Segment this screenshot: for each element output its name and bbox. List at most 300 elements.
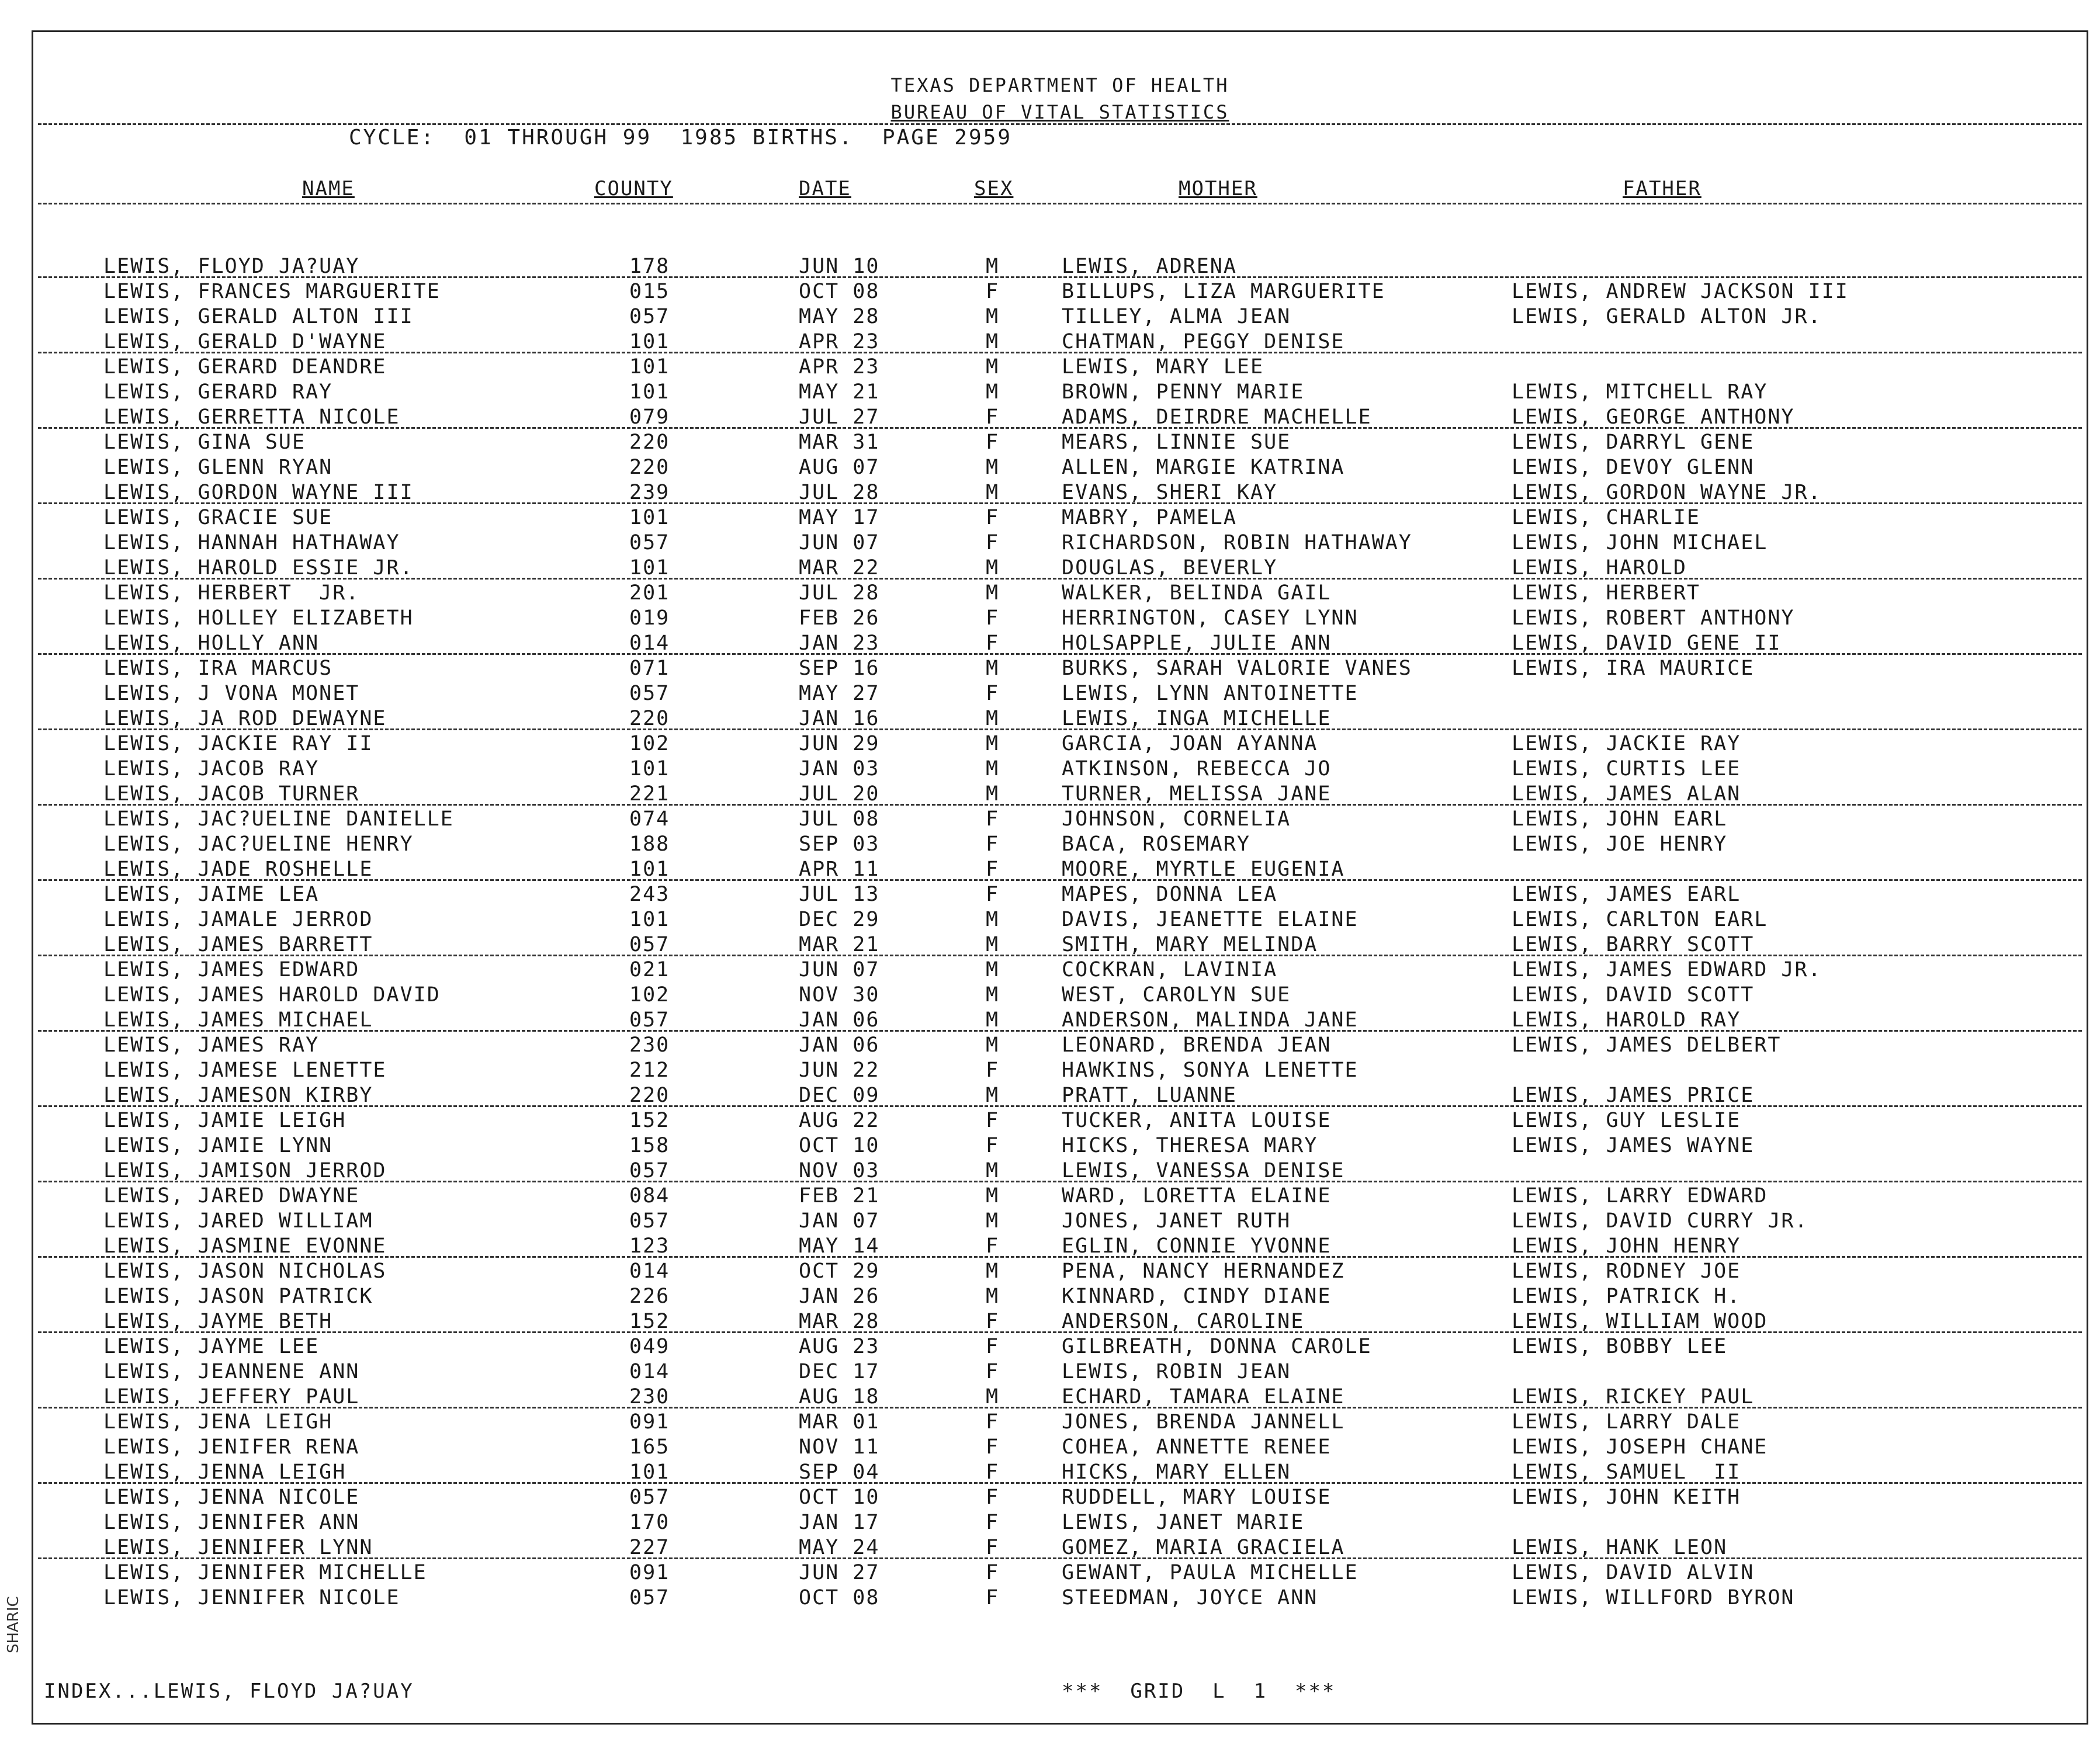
cell-name: LEWIS, JAMIE LYNN bbox=[103, 1134, 333, 1157]
cell-mother: GARCIA, JOAN AYANNA bbox=[1062, 732, 1318, 755]
cell-sex: M bbox=[986, 1285, 1000, 1308]
cell-mother: HICKS, MARY ELLEN bbox=[1062, 1460, 1291, 1484]
cell-father: LEWIS, JAMES EDWARD JR. bbox=[1512, 958, 1822, 981]
cell-mother: WALKER, BELINDA GAIL bbox=[1062, 581, 1332, 605]
cell-sex: F bbox=[986, 280, 1000, 303]
cell-county: 178 bbox=[629, 255, 670, 278]
cell-father: LEWIS, DAVID SCOTT bbox=[1512, 983, 1755, 1007]
cell-name: LEWIS, JASON NICHOLAS bbox=[103, 1260, 387, 1283]
cell-date: JAN 06 bbox=[799, 1008, 880, 1032]
cell-name: LEWIS, JAC?UELINE DANIELLE bbox=[103, 807, 454, 831]
cell-county: 101 bbox=[629, 355, 670, 379]
table-row bbox=[33, 807, 2087, 832]
column-header-mother: MOTHER bbox=[1179, 177, 1257, 200]
table-row bbox=[33, 530, 2087, 556]
cell-county: 165 bbox=[629, 1435, 670, 1459]
cell-name: LEWIS, JACOB RAY bbox=[103, 757, 320, 780]
cell-name: LEWIS, JASMINE EVONNE bbox=[103, 1234, 387, 1258]
cell-name: LEWIS, JAMESE LENETTE bbox=[103, 1059, 387, 1082]
table-row bbox=[33, 631, 2087, 656]
cell-name: LEWIS, JACOB TURNER bbox=[103, 782, 360, 806]
cell-sex: F bbox=[986, 632, 1000, 655]
cell-date: APR 23 bbox=[799, 330, 880, 353]
cell-father: LEWIS, JAMES PRICE bbox=[1512, 1084, 1755, 1107]
cell-name: LEWIS, GERALD ALTON III bbox=[103, 305, 414, 328]
index-footer: INDEX...LEWIS, FLOYD JA?UAY bbox=[44, 1680, 414, 1703]
cell-county: 101 bbox=[629, 757, 670, 780]
cell-name: LEWIS, JAMES RAY bbox=[103, 1033, 320, 1057]
cell-date: APR 11 bbox=[799, 858, 880, 881]
cell-name: LEWIS, JENNA LEIGH bbox=[103, 1460, 346, 1484]
cell-mother: MOORE, MYRTLE EUGENIA bbox=[1062, 858, 1345, 881]
cell-date: AUG 23 bbox=[799, 1335, 880, 1358]
cell-father: LEWIS, BARRY SCOTT bbox=[1512, 933, 1755, 956]
cell-mother: PRATT, LUANNE bbox=[1062, 1084, 1237, 1107]
cell-sex: F bbox=[986, 1536, 1000, 1559]
cell-county: 091 bbox=[629, 1561, 670, 1584]
cell-county: 220 bbox=[629, 707, 670, 730]
cell-mother: MEARS, LINNIE SUE bbox=[1062, 431, 1291, 454]
cell-county: 152 bbox=[629, 1310, 670, 1333]
cell-name: LEWIS, JENNA NICOLE bbox=[103, 1486, 360, 1509]
table-row bbox=[33, 1410, 2087, 1435]
table-row bbox=[33, 1008, 2087, 1033]
cell-mother: ALLEN, MARGIE KATRINA bbox=[1062, 456, 1345, 479]
cell-mother: ANDERSON, CAROLINE bbox=[1062, 1310, 1305, 1333]
cell-date: NOV 30 bbox=[799, 983, 880, 1007]
cell-father: LEWIS, CARLTON EARL bbox=[1512, 908, 1768, 931]
cell-father: LEWIS, ANDREW JACKSON III bbox=[1512, 280, 1849, 303]
cell-sex: M bbox=[986, 255, 1000, 278]
cell-name: LEWIS, JENNIFER LYNN bbox=[103, 1536, 373, 1559]
cell-date: MAY 14 bbox=[799, 1234, 880, 1258]
cell-date: OCT 10 bbox=[799, 1486, 880, 1509]
cell-county: 226 bbox=[629, 1285, 670, 1308]
table-row bbox=[33, 1058, 2087, 1083]
cell-mother: BROWN, PENNY MARIE bbox=[1062, 380, 1305, 404]
cell-father: LEWIS, JOHN MICHAEL bbox=[1512, 531, 1768, 554]
table-row bbox=[33, 1133, 2087, 1158]
cell-date: JUL 08 bbox=[799, 807, 880, 831]
cell-date: JAN 23 bbox=[799, 632, 880, 655]
cell-name: LEWIS, JASON PATRICK bbox=[103, 1285, 373, 1308]
cell-date: JAN 26 bbox=[799, 1285, 880, 1308]
cell-name: LEWIS, GERALD D'WAYNE bbox=[103, 330, 387, 353]
cell-sex: F bbox=[986, 1586, 1000, 1609]
table-row bbox=[33, 1259, 2087, 1284]
cell-sex: F bbox=[986, 1335, 1000, 1358]
cell-mother: MABRY, PAMELA bbox=[1062, 506, 1237, 529]
table-row bbox=[33, 1108, 2087, 1133]
cell-father: LEWIS, JAMES DELBERT bbox=[1512, 1033, 1782, 1057]
cell-date: JAN 17 bbox=[799, 1511, 880, 1534]
cell-date: JUL 28 bbox=[799, 481, 880, 504]
table-row bbox=[33, 1184, 2087, 1209]
table-row bbox=[33, 1435, 2087, 1460]
cell-father: LEWIS, GUY LESLIE bbox=[1512, 1109, 1741, 1132]
table-row bbox=[33, 405, 2087, 430]
table-row bbox=[33, 932, 2087, 957]
cell-date: OCT 29 bbox=[799, 1260, 880, 1283]
cell-date: JUL 28 bbox=[799, 581, 880, 605]
cell-mother: JONES, JANET RUTH bbox=[1062, 1209, 1291, 1233]
cell-county: 071 bbox=[629, 657, 670, 680]
cell-county: 221 bbox=[629, 782, 670, 806]
cell-county: 049 bbox=[629, 1335, 670, 1358]
cell-date: MAY 24 bbox=[799, 1536, 880, 1559]
cell-date: JUN 07 bbox=[799, 531, 880, 554]
cell-mother: COHEA, ANNETTE RENEE bbox=[1062, 1435, 1332, 1459]
cell-county: 014 bbox=[629, 1360, 670, 1383]
cell-name: LEWIS, JEANNENE ANN bbox=[103, 1360, 360, 1383]
cell-date: MAY 17 bbox=[799, 506, 880, 529]
table-row bbox=[33, 1209, 2087, 1234]
table-row bbox=[33, 1234, 2087, 1259]
column-header-divider bbox=[38, 203, 2082, 204]
cell-father: LEWIS, RODNEY JOE bbox=[1512, 1260, 1741, 1283]
cell-name: LEWIS, IRA MARCUS bbox=[103, 657, 333, 680]
cell-name: LEWIS, JAC?UELINE HENRY bbox=[103, 832, 414, 856]
cell-sex: M bbox=[986, 355, 1000, 379]
cell-name: LEWIS, JENIFER RENA bbox=[103, 1435, 360, 1459]
cell-county: 014 bbox=[629, 1260, 670, 1283]
cell-county: 220 bbox=[629, 456, 670, 479]
cell-father: LEWIS, SAMUEL II bbox=[1512, 1460, 1741, 1484]
cell-mother: LEWIS, MARY LEE bbox=[1062, 355, 1264, 379]
cell-county: 188 bbox=[629, 832, 670, 856]
cell-mother: BACA, ROSEMARY bbox=[1062, 832, 1251, 856]
cell-county: 101 bbox=[629, 556, 670, 580]
table-row bbox=[33, 380, 2087, 405]
cell-county: 212 bbox=[629, 1059, 670, 1082]
cell-sex: F bbox=[986, 807, 1000, 831]
table-row bbox=[33, 757, 2087, 782]
cell-sex: M bbox=[986, 330, 1000, 353]
cell-mother: KINNARD, CINDY DIANE bbox=[1062, 1285, 1332, 1308]
cell-county: 057 bbox=[629, 305, 670, 328]
cell-father: LEWIS, HANK LEON bbox=[1512, 1536, 1728, 1559]
cell-name: LEWIS, JENA LEIGH bbox=[103, 1410, 333, 1434]
cell-name: LEWIS, JAMES EDWARD bbox=[103, 958, 360, 981]
cell-name: LEWIS, HOLLEY ELIZABETH bbox=[103, 606, 414, 630]
cell-sex: F bbox=[986, 506, 1000, 529]
cell-name: LEWIS, JENNIFER NICOLE bbox=[103, 1586, 400, 1609]
cell-father: LEWIS, JACKIE RAY bbox=[1512, 732, 1741, 755]
cell-mother: LEWIS, JANET MARIE bbox=[1062, 1511, 1305, 1534]
table-row bbox=[33, 304, 2087, 329]
table-row bbox=[33, 1083, 2087, 1108]
cell-father: LEWIS, GORDON WAYNE JR. bbox=[1512, 481, 1822, 504]
cell-father: LEWIS, CURTIS LEE bbox=[1512, 757, 1741, 780]
cell-name: LEWIS, JA ROD DEWAYNE bbox=[103, 707, 387, 730]
cell-date: JUL 20 bbox=[799, 782, 880, 806]
cell-father: LEWIS, PATRICK H. bbox=[1512, 1285, 1741, 1308]
table-row bbox=[33, 329, 2087, 355]
cell-mother: RICHARDSON, ROBIN HATHAWAY bbox=[1062, 531, 1412, 554]
table-row bbox=[33, 279, 2087, 304]
cell-county: 201 bbox=[629, 581, 670, 605]
cell-name: LEWIS, GINA SUE bbox=[103, 431, 306, 454]
cell-sex: M bbox=[986, 707, 1000, 730]
cell-date: MAY 21 bbox=[799, 380, 880, 404]
cell-county: 074 bbox=[629, 807, 670, 831]
cell-father: LEWIS, HERBERT bbox=[1512, 581, 1701, 605]
cell-name: LEWIS, FRANCES MARGUERITE bbox=[103, 280, 441, 303]
cell-father: LEWIS, HAROLD bbox=[1512, 556, 1687, 580]
cell-date: SEP 03 bbox=[799, 832, 880, 856]
cell-date: SEP 16 bbox=[799, 657, 880, 680]
cell-date: JUL 27 bbox=[799, 405, 880, 429]
cell-date: JUN 10 bbox=[799, 255, 880, 278]
cell-mother: COCKRAN, LAVINIA bbox=[1062, 958, 1278, 981]
cell-name: LEWIS, HERBERT JR. bbox=[103, 581, 360, 605]
cell-sex: F bbox=[986, 682, 1000, 705]
cell-mother: HOLSAPPLE, JULIE ANN bbox=[1062, 632, 1332, 655]
cell-mother: EGLIN, CONNIE YVONNE bbox=[1062, 1234, 1332, 1258]
cell-name: LEWIS, JARED WILLIAM bbox=[103, 1209, 373, 1233]
cell-county: 102 bbox=[629, 732, 670, 755]
cell-mother: LEONARD, BRENDA JEAN bbox=[1062, 1033, 1332, 1057]
cell-father: LEWIS, IRA MAURICE bbox=[1512, 657, 1755, 680]
cycle-line: CYCLE: 01 THROUGH 99 1985 BIRTHS. PAGE 2959 bbox=[349, 126, 1012, 150]
cell-county: 220 bbox=[629, 431, 670, 454]
table-row bbox=[33, 1385, 2087, 1410]
cell-sex: M bbox=[986, 380, 1000, 404]
cell-sex: F bbox=[986, 1360, 1000, 1383]
cell-father: LEWIS, DAVID CURRY JR. bbox=[1512, 1209, 1808, 1233]
cell-father: LEWIS, WILLFORD BYRON bbox=[1512, 1586, 1795, 1609]
cell-mother: WARD, LORETTA ELAINE bbox=[1062, 1184, 1332, 1208]
cell-mother: LEWIS, ROBIN JEAN bbox=[1062, 1360, 1291, 1383]
cell-name: LEWIS, JENNIFER MICHELLE bbox=[103, 1561, 427, 1584]
table-row bbox=[33, 254, 2087, 279]
cell-sex: F bbox=[986, 1410, 1000, 1434]
cell-father: LEWIS, JOE HENRY bbox=[1512, 832, 1728, 856]
cell-father: LEWIS, GERALD ALTON JR. bbox=[1512, 305, 1822, 328]
cell-father: LEWIS, JAMES WAYNE bbox=[1512, 1134, 1755, 1157]
cell-county: 057 bbox=[629, 1486, 670, 1509]
table-row bbox=[33, 1560, 2087, 1586]
cell-name: LEWIS, JAMIE LEIGH bbox=[103, 1109, 346, 1132]
column-header-father: FATHER bbox=[1623, 177, 1702, 200]
cell-sex: F bbox=[986, 1134, 1000, 1157]
cell-mother: GOMEZ, MARIA GRACIELA bbox=[1062, 1536, 1345, 1559]
cell-county: 152 bbox=[629, 1109, 670, 1132]
column-header-date: DATE bbox=[799, 177, 851, 200]
column-header-county: COUNTY bbox=[594, 177, 673, 200]
cell-sex: M bbox=[986, 1159, 1000, 1182]
cell-father: LEWIS, WILLIAM WOOD bbox=[1512, 1310, 1768, 1333]
cell-mother: BURKS, SARAH VALORIE VANES bbox=[1062, 657, 1412, 680]
cell-county: 019 bbox=[629, 606, 670, 630]
cell-name: LEWIS, JAMES BARRETT bbox=[103, 933, 373, 956]
cell-father: LEWIS, ROBERT ANTHONY bbox=[1512, 606, 1795, 630]
cell-county: 239 bbox=[629, 481, 670, 504]
cell-name: LEWIS, JAIME LEA bbox=[103, 883, 320, 906]
cell-sex: M bbox=[986, 1084, 1000, 1107]
table-row bbox=[33, 656, 2087, 681]
cell-name: LEWIS, JAMESON KIRBY bbox=[103, 1084, 373, 1107]
table-row bbox=[33, 480, 2087, 505]
cell-county: 101 bbox=[629, 380, 670, 404]
cell-county: 101 bbox=[629, 330, 670, 353]
cell-date: OCT 10 bbox=[799, 1134, 880, 1157]
cell-mother: LEWIS, INGA MICHELLE bbox=[1062, 707, 1332, 730]
cell-mother: JOHNSON, CORNELIA bbox=[1062, 807, 1291, 831]
cell-mother: ADAMS, DEIRDRE MACHELLE bbox=[1062, 405, 1372, 429]
cell-father: LEWIS, CHARLIE bbox=[1512, 506, 1701, 529]
cell-county: 057 bbox=[629, 531, 670, 554]
cell-sex: F bbox=[986, 1435, 1000, 1459]
cell-mother: LEWIS, LYNN ANTOINETTE bbox=[1062, 682, 1359, 705]
department-title: TEXAS DEPARTMENT OF HEALTH bbox=[890, 74, 1229, 96]
cell-date: JUN 29 bbox=[799, 732, 880, 755]
cell-county: 057 bbox=[629, 1159, 670, 1182]
cell-sex: F bbox=[986, 883, 1000, 906]
cell-county: 014 bbox=[629, 632, 670, 655]
cell-date: MAR 01 bbox=[799, 1410, 880, 1434]
table-row bbox=[33, 882, 2087, 907]
cell-sex: M bbox=[986, 1033, 1000, 1057]
cell-name: LEWIS, JAYME LEE bbox=[103, 1335, 320, 1358]
cell-date: DEC 29 bbox=[799, 908, 880, 931]
cell-mother: HERRINGTON, CASEY LYNN bbox=[1062, 606, 1359, 630]
cell-sex: M bbox=[986, 782, 1000, 806]
cell-mother: ECHARD, TAMARA ELAINE bbox=[1062, 1385, 1345, 1408]
cell-county: 057 bbox=[629, 1008, 670, 1032]
grid-footer: *** GRID L 1 *** bbox=[1062, 1680, 1336, 1703]
cell-county: 170 bbox=[629, 1511, 670, 1534]
cell-sex: M bbox=[986, 1385, 1000, 1408]
cell-mother: BILLUPS, LIZA MARGUERITE bbox=[1062, 280, 1385, 303]
cell-father: LEWIS, MITCHELL RAY bbox=[1512, 380, 1768, 404]
cell-name: LEWIS, HAROLD ESSIE JR. bbox=[103, 556, 414, 580]
cell-mother: RUDDELL, MARY LOUISE bbox=[1062, 1486, 1332, 1509]
cell-father: LEWIS, DARRYL GENE bbox=[1512, 431, 1755, 454]
table-row bbox=[33, 1309, 2087, 1334]
table-row bbox=[33, 681, 2087, 706]
cell-name: LEWIS, GERARD RAY bbox=[103, 380, 333, 404]
cell-name: LEWIS, JAYME BETH bbox=[103, 1310, 333, 1333]
cell-mother: ANDERSON, MALINDA JANE bbox=[1062, 1008, 1359, 1032]
cell-sex: M bbox=[986, 1209, 1000, 1233]
cell-father: LEWIS, JOHN KEITH bbox=[1512, 1486, 1741, 1509]
cell-county: 158 bbox=[629, 1134, 670, 1157]
cell-mother: LEWIS, ADRENA bbox=[1062, 255, 1237, 278]
cell-date: AUG 07 bbox=[799, 456, 880, 479]
cell-date: SEP 04 bbox=[799, 1460, 880, 1484]
cell-date: FEB 26 bbox=[799, 606, 880, 630]
cell-county: 123 bbox=[629, 1234, 670, 1258]
table-row bbox=[33, 556, 2087, 581]
table-row bbox=[33, 581, 2087, 606]
cell-father: LEWIS, LARRY EDWARD bbox=[1512, 1184, 1768, 1208]
cell-name: LEWIS, JAMALE JERROD bbox=[103, 908, 373, 931]
cell-mother: CHATMAN, PEGGY DENISE bbox=[1062, 330, 1345, 353]
table-row bbox=[33, 706, 2087, 731]
cell-father: LEWIS, GEORGE ANTHONY bbox=[1512, 405, 1795, 429]
table-row bbox=[33, 731, 2087, 757]
cell-sex: M bbox=[986, 456, 1000, 479]
cell-name: LEWIS, JACKIE RAY II bbox=[103, 732, 373, 755]
cell-county: 227 bbox=[629, 1536, 670, 1559]
table-row bbox=[33, 455, 2087, 480]
cell-sex: F bbox=[986, 1109, 1000, 1132]
cell-mother: TILLEY, ALMA JEAN bbox=[1062, 305, 1291, 328]
table-row bbox=[33, 1284, 2087, 1309]
cell-mother: EVANS, SHERI KAY bbox=[1062, 481, 1278, 504]
cell-date: JUL 13 bbox=[799, 883, 880, 906]
cell-county: 057 bbox=[629, 1209, 670, 1233]
cell-name: LEWIS, GERARD DEANDRE bbox=[103, 355, 387, 379]
cell-date: MAR 31 bbox=[799, 431, 880, 454]
cell-county: 220 bbox=[629, 1084, 670, 1107]
bureau-title: BUREAU OF VITAL STATISTICS bbox=[890, 101, 1229, 123]
cell-sex: M bbox=[986, 1008, 1000, 1032]
cell-sex: M bbox=[986, 581, 1000, 605]
cell-sex: F bbox=[986, 431, 1000, 454]
cell-date: DEC 17 bbox=[799, 1360, 880, 1383]
cell-sex: M bbox=[986, 1260, 1000, 1283]
cell-father: LEWIS, BOBBY LEE bbox=[1512, 1335, 1728, 1358]
cell-county: 057 bbox=[629, 933, 670, 956]
cell-date: MAY 28 bbox=[799, 305, 880, 328]
record-page bbox=[32, 30, 2088, 1725]
table-row bbox=[33, 907, 2087, 932]
cell-sex: F bbox=[986, 1234, 1000, 1258]
cell-mother: SMITH, MARY MELINDA bbox=[1062, 933, 1318, 956]
cell-name: LEWIS, JARED DWAYNE bbox=[103, 1184, 360, 1208]
table-row bbox=[33, 1158, 2087, 1184]
table-row bbox=[33, 983, 2087, 1008]
cell-name: LEWIS, JADE ROSHELLE bbox=[103, 858, 373, 881]
cell-father: LEWIS, JOHN EARL bbox=[1512, 807, 1728, 831]
cell-name: LEWIS, GRACIE SUE bbox=[103, 506, 333, 529]
cell-county: 101 bbox=[629, 908, 670, 931]
cell-date: JUN 07 bbox=[799, 958, 880, 981]
table-row bbox=[33, 1334, 2087, 1359]
cell-name: LEWIS, GORDON WAYNE III bbox=[103, 481, 414, 504]
cell-father: LEWIS, HAROLD RAY bbox=[1512, 1008, 1741, 1032]
cell-mother: PENA, NANCY HERNANDEZ bbox=[1062, 1260, 1345, 1283]
cell-sex: F bbox=[986, 1511, 1000, 1534]
cell-sex: M bbox=[986, 958, 1000, 981]
cell-sex: M bbox=[986, 757, 1000, 780]
cell-sex: M bbox=[986, 481, 1000, 504]
cell-county: 243 bbox=[629, 883, 670, 906]
cell-mother: JONES, BRENDA JANNELL bbox=[1062, 1410, 1345, 1434]
cell-sex: F bbox=[986, 1310, 1000, 1333]
cell-mother: ATKINSON, REBECCA JO bbox=[1062, 757, 1332, 780]
cell-date: JAN 06 bbox=[799, 1033, 880, 1057]
cell-sex: F bbox=[986, 1059, 1000, 1082]
table-row bbox=[33, 1510, 2087, 1535]
cell-county: 015 bbox=[629, 280, 670, 303]
cell-sex: F bbox=[986, 1561, 1000, 1584]
cell-name: LEWIS, HOLLY ANN bbox=[103, 632, 320, 655]
cell-sex: F bbox=[986, 1460, 1000, 1484]
table-row bbox=[33, 1485, 2087, 1510]
cell-county: 057 bbox=[629, 1586, 670, 1609]
cell-name: LEWIS, JAMISON JERROD bbox=[103, 1159, 387, 1182]
table-row bbox=[33, 1535, 2087, 1560]
table-row bbox=[33, 606, 2087, 631]
cell-date: NOV 11 bbox=[799, 1435, 880, 1459]
cell-sex: M bbox=[986, 556, 1000, 580]
cell-county: 101 bbox=[629, 506, 670, 529]
cell-mother: TURNER, MELISSA JANE bbox=[1062, 782, 1332, 806]
cell-date: JUN 22 bbox=[799, 1059, 880, 1082]
